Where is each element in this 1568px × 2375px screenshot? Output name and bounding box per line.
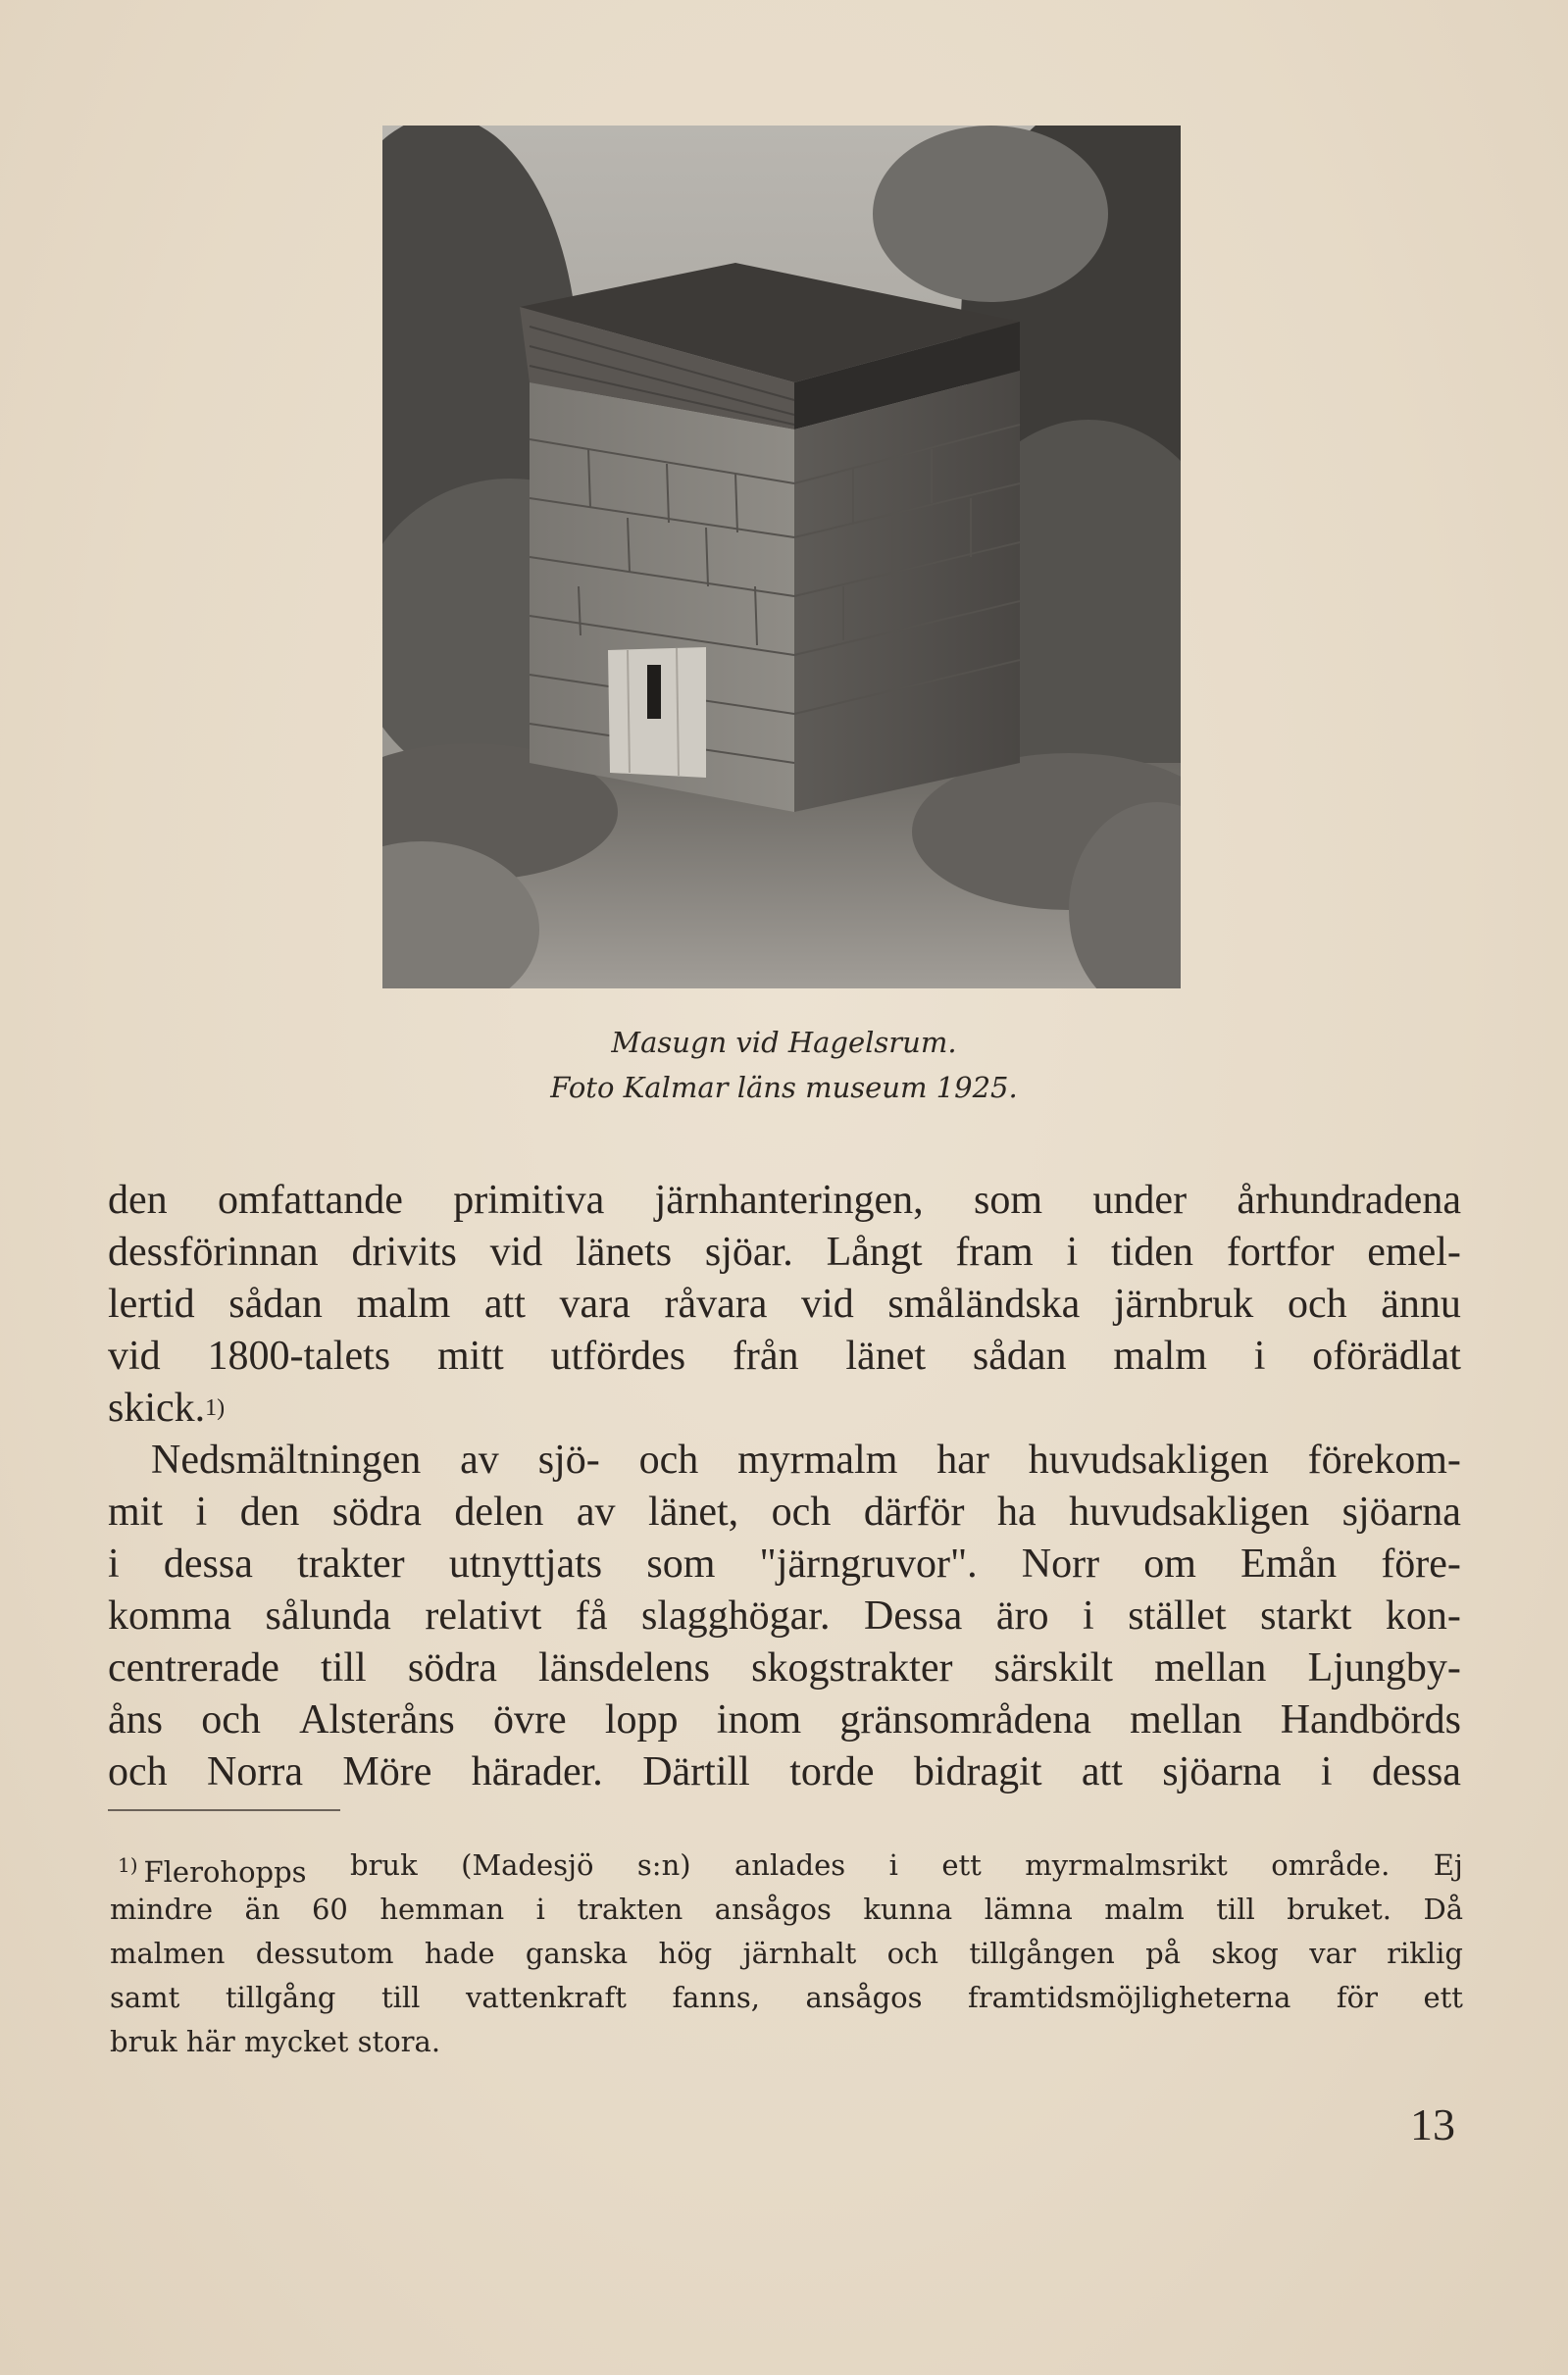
word: hemman [379,1893,505,1926]
word: länets [576,1230,673,1275]
word: starkt [1260,1593,1352,1639]
word: anlades [734,1848,846,1882]
footnote-marker: 1) [118,1853,138,1877]
word: för [1336,1981,1378,2014]
word: trakten [577,1893,683,1926]
word: järnhalt [742,1937,857,1970]
word: järnbruk [1113,1282,1254,1327]
word: dessa [163,1541,253,1587]
word: i [888,1848,898,1882]
word: och [771,1490,832,1535]
word: åns [108,1697,163,1743]
footnote [110,1844,1463,2064]
word: gränsområdena [839,1697,1091,1743]
word: om [1143,1541,1196,1587]
word: Norra [207,1749,303,1794]
word: stället [1128,1593,1227,1639]
text-line [108,1746,1461,1798]
word: utfördes [550,1334,686,1379]
word: samt [110,1981,180,2014]
word: i [195,1490,208,1535]
word: Då [1423,1893,1463,1926]
word: att [1081,1749,1123,1794]
word: tiden [1111,1230,1193,1275]
word: 60 [311,1893,348,1926]
word: bruket. [1287,1893,1391,1926]
word: ha [996,1490,1037,1535]
word: ganska [525,1937,629,1970]
word: område. [1271,1848,1391,1882]
word: omfattande [218,1178,403,1223]
word: på [1145,1937,1182,1970]
word: härader. [471,1749,603,1794]
word: 1800-talets [207,1334,391,1379]
furnace-photo-image [382,126,1181,988]
word: få [575,1593,608,1639]
word: centrerade [108,1645,279,1691]
word: Alsteråns [299,1697,455,1743]
word: dessa [1371,1749,1461,1794]
word: och [201,1697,261,1743]
footnote-last-line: bruk här mycket stora. [110,2025,441,2058]
word: århundradena [1237,1178,1461,1223]
word: järnhanteringen, [654,1178,924,1223]
word: ansågos [714,1893,832,1926]
word: hög [658,1937,713,1970]
word: till [1216,1893,1255,1926]
word: fanns, [672,1981,760,2014]
word: vid [108,1334,161,1379]
word: övre [493,1697,567,1743]
photo-caption-title: Masugn vid Hagelsrum. [611,1026,957,1059]
text-line [108,1642,1461,1694]
word: huvudsakligen [1028,1438,1269,1483]
word: myrmalm [737,1438,898,1483]
word: ett [941,1848,982,1882]
text-line [110,1888,1463,1932]
text-line [108,1331,1461,1383]
page-number: 13 [1410,2099,1455,2149]
text-line [110,1844,1463,1888]
word: inom [716,1697,802,1743]
word: särskilt [993,1645,1113,1691]
word: länsdelens [538,1645,710,1691]
word: Ljungby- [1307,1645,1461,1691]
word: "järngruvor". [759,1541,978,1587]
word: delen [454,1490,544,1535]
word: lertid [108,1282,195,1327]
word: tillgången [969,1937,1115,1970]
word: Handbörds [1280,1697,1461,1743]
word: primitiva [453,1178,605,1223]
word: i [1320,1749,1333,1794]
word: sjöarna [1162,1749,1282,1794]
word: s:n) [636,1848,691,1882]
word: torde [789,1749,875,1794]
word: som [974,1178,1043,1223]
word: den [239,1490,300,1535]
word: sådan [228,1282,323,1327]
text-line [108,1694,1461,1746]
word: hade [424,1937,495,1970]
text-line [110,2020,1463,2064]
word: därför [863,1490,965,1535]
word: sådan [972,1334,1067,1379]
word: kon- [1385,1593,1461,1639]
furnace-photo [382,126,1181,988]
word: mellan [1154,1645,1267,1691]
word: skogstrakter [751,1645,953,1691]
word: i [1066,1230,1079,1275]
word: relativt [425,1593,542,1639]
word: fram [955,1230,1034,1275]
word: riklig [1387,1937,1463,1970]
word: vattenkraft [465,1981,627,2014]
word: lopp [604,1697,679,1743]
word: dessförinnan [108,1230,319,1275]
footnote-reference[interactable]: 1) [205,1395,226,1421]
word: i [535,1893,545,1926]
footnote-divider [108,1809,340,1811]
word: Möre [342,1749,432,1794]
word: vid [489,1230,543,1275]
word: drivits [351,1230,457,1275]
word: och [886,1937,939,1970]
word: lämna [984,1893,1073,1926]
word: av [460,1438,499,1483]
word: före- [1381,1541,1461,1587]
word: och [1287,1282,1347,1327]
word: till [321,1645,367,1691]
word: södra [331,1490,422,1535]
word: Emån [1240,1541,1338,1587]
word: har [936,1438,989,1483]
word: som [646,1541,716,1587]
word: dessutom [255,1937,394,1970]
text-line [110,1932,1463,1976]
word: var [1309,1937,1356,1970]
word: malm [1113,1334,1207,1379]
word: ännu [1381,1282,1461,1327]
word: sjö- [537,1438,600,1483]
word: äro [995,1593,1049,1639]
word: att [483,1282,526,1327]
footnote-first-word [118,1844,307,1888]
word: Ej [1433,1848,1463,1882]
word: skick. [108,1386,206,1431]
word: den [108,1178,168,1223]
word: bruk [350,1848,418,1882]
word: vid [801,1282,854,1327]
text-line [108,1227,1461,1279]
word: mit [108,1490,164,1535]
word: malmen [110,1937,226,1970]
text-line [108,1591,1461,1642]
word: ett [1423,1981,1463,2014]
text-line [108,1539,1461,1591]
word: ansågos [805,1981,923,2014]
word: av [576,1490,616,1535]
text-line [110,1976,1463,2020]
word: i [1253,1334,1266,1379]
word: komma [108,1593,231,1639]
word: tillgång [225,1981,336,2014]
word: södra [407,1645,497,1691]
word: malm [1104,1893,1185,1926]
word: (Madesjö [461,1848,594,1882]
word: till [380,1981,421,2014]
text-line [108,1175,1461,1227]
text-line [108,1487,1461,1539]
word: småländska [887,1282,1081,1327]
word: bidragit [913,1749,1042,1794]
word: sålunda [265,1593,391,1639]
word: och [638,1438,699,1483]
word: i [108,1541,120,1587]
text-line [108,1435,1461,1487]
word: under [1092,1178,1188,1223]
word: råvara [664,1282,768,1327]
word: sjöar. [704,1230,793,1275]
photo-caption-credit: Foto Kalmar läns museum 1925. [550,1071,1018,1104]
word: Norr [1021,1541,1100,1587]
word: Långt [826,1230,923,1275]
word: kunna [863,1893,953,1926]
body-paragraph-1 [108,1175,1461,1435]
word: utnyttjats [448,1541,603,1587]
word: mitt [436,1334,504,1379]
word: i [1083,1593,1094,1639]
word: malm [356,1282,451,1327]
word: Flerohopps [143,1855,307,1889]
word: länet, [648,1490,739,1535]
word: länet [845,1334,927,1379]
word: och [108,1749,168,1794]
word: huvudsakligen [1069,1490,1310,1535]
body-paragraph-2 [108,1435,1461,1798]
word: sjöarna [1341,1490,1461,1535]
word: Dessa [864,1593,963,1639]
word: mindre [110,1893,214,1926]
word: förekom- [1307,1438,1461,1483]
word: från [732,1334,799,1379]
word: myrmalmsrikt [1025,1848,1228,1882]
word: Därtill [642,1749,750,1794]
word: Nedsmältningen [151,1438,422,1483]
word: framtidsmöjligheterna [968,1981,1291,2014]
word: skog [1211,1937,1279,1970]
word: vara [559,1282,631,1327]
word: emel- [1367,1230,1461,1275]
word: trakter [297,1541,405,1587]
word: fortfor [1226,1230,1335,1275]
text-line [108,1383,1461,1435]
word: slagghögar. [641,1593,831,1639]
word: än [244,1893,280,1926]
word: oförädlat [1312,1334,1461,1379]
word: mellan [1130,1697,1242,1743]
text-line [108,1279,1461,1331]
